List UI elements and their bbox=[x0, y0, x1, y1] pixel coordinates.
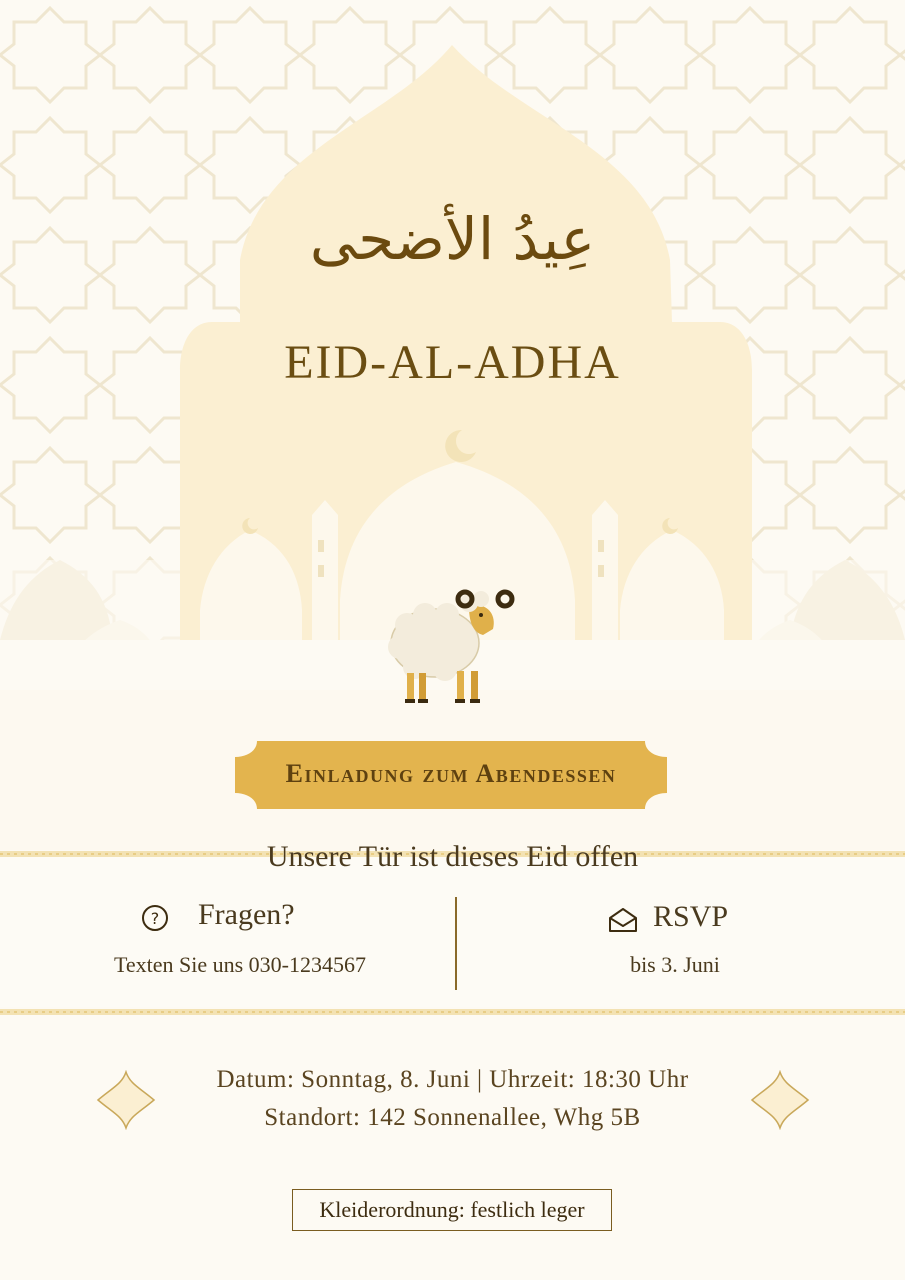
envelope-open-icon bbox=[607, 906, 639, 934]
question-circle-icon bbox=[140, 903, 170, 933]
column-divider bbox=[455, 897, 457, 990]
questions-label: Fragen? bbox=[198, 898, 295, 931]
rsvp-deadline-text: bis 3. Juni bbox=[630, 952, 720, 977]
svg-text:?: ? bbox=[150, 909, 160, 928]
dress-code-box: Kleiderordnung: festlich leger bbox=[292, 1189, 612, 1231]
questions-phone-text: Texten Sie uns 030-1234567 bbox=[113, 952, 367, 977]
date-time-text: Datum: Sonntag, 8. Juni | Uhrzeit: 18:30 Uhr bbox=[216, 1066, 689, 1093]
tagline: Unsere Tür ist dieses Eid offen bbox=[266, 840, 639, 873]
page-title: EID-AL-ADHA bbox=[284, 336, 621, 389]
arabic-title: عِيدُ الأضحى bbox=[309, 205, 596, 273]
banner-label: Einladung zum Abendessen bbox=[285, 759, 617, 788]
location-text: Standort: 142 Sonnenallee, Whg 5B bbox=[264, 1104, 641, 1131]
rsvp-label: RSVP bbox=[653, 900, 729, 933]
sheep-illustration bbox=[385, 585, 520, 710]
